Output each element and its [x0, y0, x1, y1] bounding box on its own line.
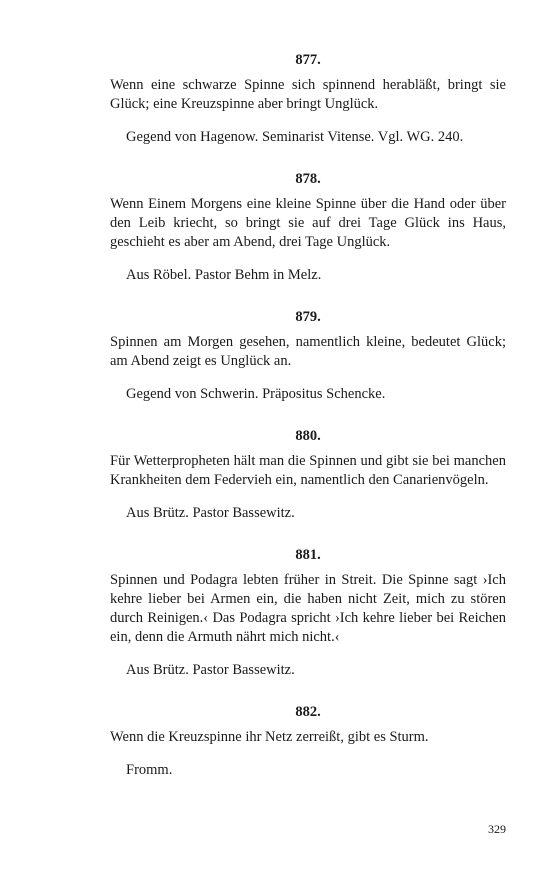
entry-number: 879.	[295, 309, 321, 325]
page-body	[110, 50, 506, 802]
entry-882	[110, 702, 506, 780]
entry-text: Wenn Einem Morgens eine kleine Spinne über die Hand oder über den Leib kriecht, so bringt sie auf drei Tage Glück ins Haus, geschieht es aber am Abend, drei Tage Unglück.	[110, 196, 506, 250]
entry-source: Aus Röbel. Pastor Behm in Melz.	[126, 267, 322, 283]
entry-number: 878.	[295, 171, 321, 187]
entry-source: Aus Brütz. Pastor Bassewitz.	[126, 505, 295, 521]
entry-source: Fromm.	[126, 762, 173, 778]
entry-number: 882.	[295, 704, 321, 720]
entry-number: 877.	[295, 52, 321, 68]
entry-880	[110, 426, 506, 523]
entry-text: Wenn eine schwarze Spinne sich spinnend herabläßt, bringt sie Glück; eine Kreuzspinne aber bringt Unglück.	[110, 77, 506, 112]
entry-source: Gegend von Schwerin. Präpositus Schencke.	[126, 386, 386, 402]
entry-879	[110, 307, 506, 404]
entry-877	[110, 50, 506, 147]
entry-text: Spinnen und Podagra lebten früher in Streit. Die Spinne sagt ›Ich kehre lieber bei Armen ein, die haben nicht Zeit, mich zu stören durch Reinigen.‹ Das Podagra spricht ›Ich kehre lieber bei Reichen ein, denn die Armuth nährt mich nicht.‹	[110, 572, 506, 645]
entry-text: Spinnen am Morgen gesehen, namentlich kleine, bedeutet Glück; am Abend zeigt es Unglück an.	[110, 334, 506, 369]
entry-881	[110, 545, 506, 680]
entry-text: Für Wetterpropheten hält man die Spinnen und gibt sie bei manchen Krankheiten dem Federvieh ein, namentlich den Canarienvögeln.	[110, 453, 506, 488]
entry-source: Aus Brütz. Pastor Bassewitz.	[126, 662, 295, 678]
entry-text: Wenn die Kreuzspinne ihr Netz zerreißt, gibt es Sturm.	[110, 729, 429, 745]
entry-number: 880.	[295, 428, 321, 444]
entry-source: Gegend von Hagenow. Seminarist Vitense. Vgl. WG. 240.	[126, 129, 464, 145]
entry-number: 881.	[295, 547, 321, 563]
entry-878	[110, 169, 506, 285]
page-number: 329	[488, 822, 506, 836]
